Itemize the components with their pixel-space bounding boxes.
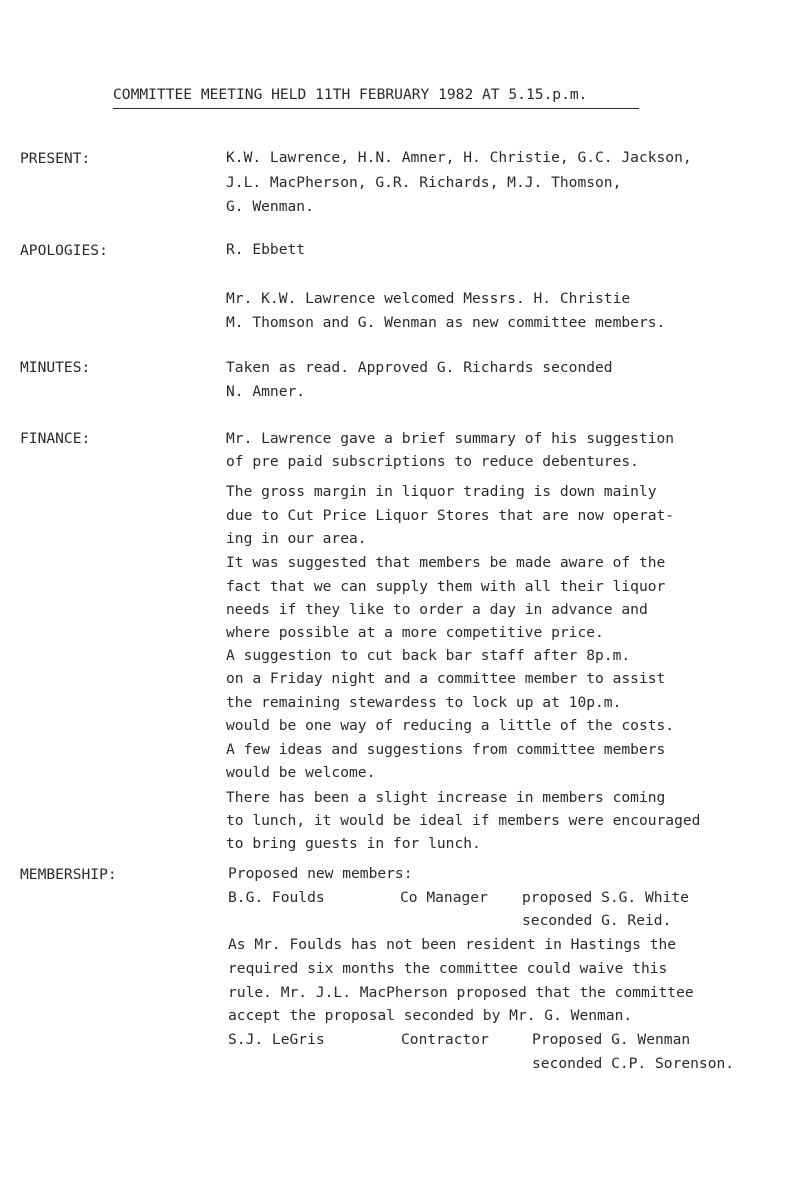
section-label-minutes: MINUTES: <box>20 359 91 376</box>
finance-line: to lunch, it would be ideal if members were encouraged <box>226 812 701 829</box>
title-underline <box>113 108 639 109</box>
section-label-membership: MEMBERSHIP: <box>20 866 117 883</box>
membership-note-line: required six months the committee could waive this <box>228 960 668 977</box>
apologies-line: R. Ebbett <box>226 241 306 258</box>
present-line: J.L. MacPherson, G.R. Richards, M.J. Thomson, <box>226 174 622 191</box>
finance-line: on a Friday night and a committee member to assist <box>226 670 666 687</box>
member-seconded: seconded G. Reid. <box>522 912 672 929</box>
welcome-line: Mr. K.W. Lawrence welcomed Messrs. H. Christie <box>226 290 631 307</box>
member-proposed: proposed S.G. White <box>522 889 689 906</box>
present-line: G. Wenman. <box>226 198 314 215</box>
finance-line: to bring guests in for lunch. <box>226 835 481 852</box>
finance-line: The gross margin in liquor trading is down mainly <box>226 483 657 500</box>
section-label-apologies: APOLOGIES: <box>20 242 108 259</box>
finance-line: would be welcome. <box>226 764 376 781</box>
finance-line: the remaining stewardess to lock up at 10p.m. <box>226 694 622 711</box>
finance-line: ing in our area. <box>226 530 367 547</box>
present-line: K.W. Lawrence, H.N. Amner, H. Christie, G.C. Jackson, <box>226 149 692 166</box>
finance-line: A few ideas and suggestions from committee members <box>226 741 666 758</box>
page-title: COMMITTEE MEETING HELD 11TH FEBRUARY 1982 AT 5.15.p.m. <box>113 86 588 103</box>
member-occupation: Co Manager <box>400 889 488 906</box>
finance-line: A suggestion to cut back bar staff after 8p.m. <box>226 647 631 664</box>
finance-line: It was suggested that members be made aware of the <box>226 554 666 571</box>
membership-note-line: As Mr. Foulds has not been resident in Hastings the <box>228 936 677 953</box>
membership-note-line: accept the proposal seconded by Mr. G. Wenman. <box>228 1007 633 1024</box>
membership-note-line: rule. Mr. J.L. MacPherson proposed that the committee <box>228 984 694 1001</box>
member-name: B.G. Foulds <box>228 889 325 906</box>
welcome-line: M. Thomson and G. Wenman as new committee members. <box>226 314 666 331</box>
finance-line: of pre paid subscriptions to reduce debentures. <box>226 453 639 470</box>
section-label-finance: FINANCE: <box>20 430 91 447</box>
finance-line: Mr. Lawrence gave a brief summary of his suggestion <box>226 430 675 447</box>
section-label-present: PRESENT: <box>20 150 91 167</box>
finance-line: fact that we can supply them with all their liquor <box>226 578 666 595</box>
finance-line: where possible at a more competitive price. <box>226 624 604 641</box>
minutes-line: Taken as read. Approved G. Richards seconded <box>226 359 613 376</box>
minutes-line: N. Amner. <box>226 383 306 400</box>
member-seconded: seconded C.P. Sorenson. <box>532 1055 735 1072</box>
member-occupation: Contractor <box>401 1031 489 1048</box>
finance-line: due to Cut Price Liquor Stores that are now operat- <box>226 507 675 524</box>
finance-line: would be one way of reducing a little of the costs. <box>226 717 675 734</box>
finance-line: There has been a slight increase in members coming <box>226 789 666 806</box>
finance-line: needs if they like to order a day in advance and <box>226 601 648 618</box>
member-name: S.J. LeGris <box>228 1031 325 1048</box>
membership-heading: Proposed new members: <box>228 865 413 882</box>
member-proposed: Proposed G. Wenman <box>532 1031 691 1048</box>
